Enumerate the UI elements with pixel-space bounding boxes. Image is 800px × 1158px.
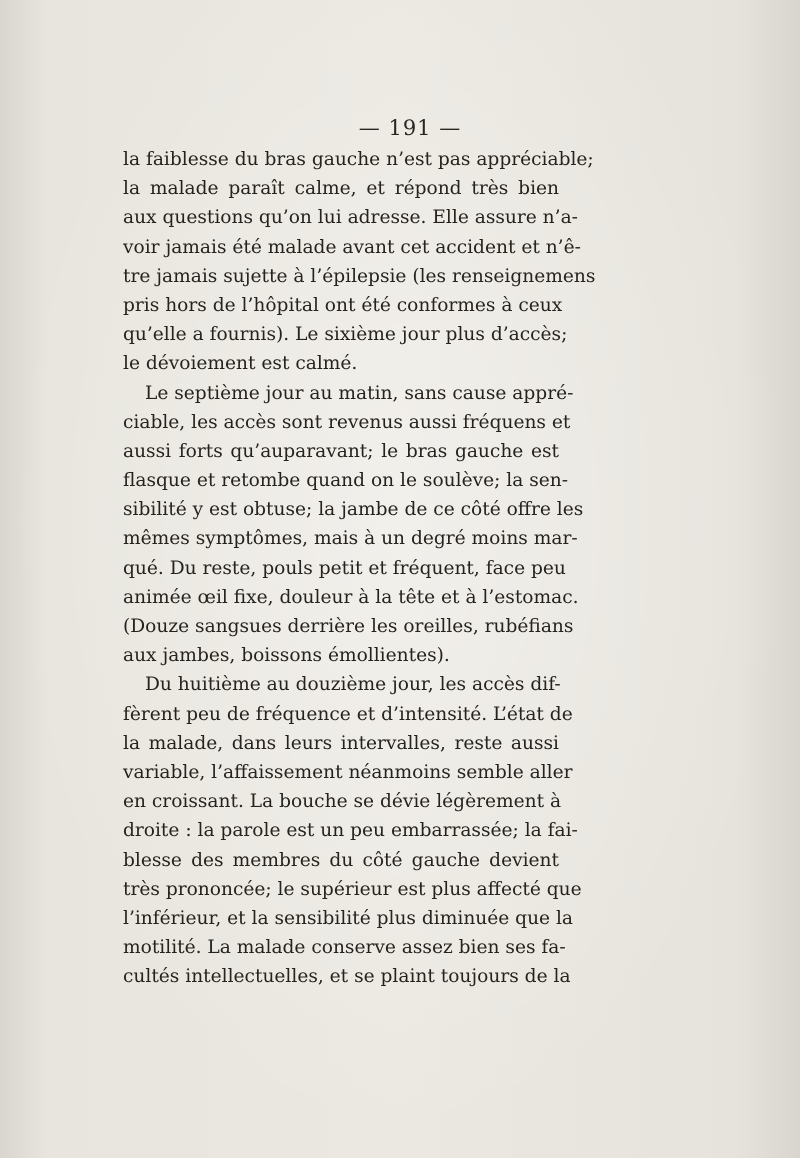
text-line: la malade, dans leurs intervalles, reste aussi <box>123 732 559 754</box>
text-line: le dévoiement est calmé. <box>123 353 358 375</box>
text-line: très prononcée; le supérieur est plus affecté que <box>123 878 582 900</box>
text-line: qué. Du reste, pouls petit et fréquent, face peu <box>123 557 566 579</box>
text-line: Le septième jour au matin, sans cause appré- <box>145 382 574 404</box>
body-text <box>123 145 596 991</box>
text-line: flasque et retombe quand on le soulève; la sen- <box>123 470 568 492</box>
text-line: pris hors de l’hôpital ont été conformes à ceux <box>123 294 563 316</box>
text-line: aux jambes, boissons émollientes). <box>123 645 450 667</box>
text-line: mêmes symptômes, mais à un degré moins mar- <box>123 528 578 550</box>
text-line: fèrent peu de fréquence et d’intensité. L’état de <box>123 703 573 725</box>
paragraph-2 <box>123 379 584 671</box>
text-line: motilité. La malade conserve assez bien ses fa- <box>123 937 566 959</box>
text-line: qu’elle a fournis). Le sixième jour plus d’accès; <box>123 324 568 346</box>
text-line: cultés intellectuelles, et se plaint toujours de la <box>123 966 571 988</box>
page-number: — 191 — <box>358 116 462 140</box>
paragraph-1 <box>123 145 596 379</box>
text-line: la faiblesse du bras gauche n’est pas appréciable; <box>123 149 594 170</box>
text-line: la malade paraît calme, et répond très bien <box>123 178 559 200</box>
text-line: animée œil fixe, douleur à la tête et à l’estomac. <box>123 586 579 608</box>
text-line: aux questions qu’on lui adresse. Elle assure n’a- <box>123 207 578 229</box>
text-line: l’inférieur, et la sensibilité plus diminuée que la <box>123 907 574 929</box>
text-line: sibilité y est obtuse; la jambe de ce côté offre les <box>123 499 584 521</box>
text-line: variable, l’affaissement néanmoins semble aller <box>123 761 573 783</box>
text-line: tre jamais sujette à l’épilepsie (les renseignemens <box>123 265 596 287</box>
text-line: blesse des membres du côté gauche devient <box>123 849 559 871</box>
text-line: Du huitième au douzième jour, les accès dif- <box>145 674 561 696</box>
paragraph-3 <box>123 670 582 991</box>
text-line: ciable, les accès sont revenus aussi fréquens et <box>123 411 571 433</box>
text-line: en croissant. La bouche se dévie légèrement à <box>123 791 562 813</box>
text-line: aussi forts qu’auparavant; le bras gauche est <box>123 440 559 462</box>
text-line: droite : la parole est un peu embarrassée; la fai- <box>123 820 578 842</box>
text-line: (Douze sangsues derrière les oreilles, rubéfians <box>123 616 574 637</box>
text-line: voir jamais été malade avant cet accident et n’ê- <box>123 236 581 258</box>
